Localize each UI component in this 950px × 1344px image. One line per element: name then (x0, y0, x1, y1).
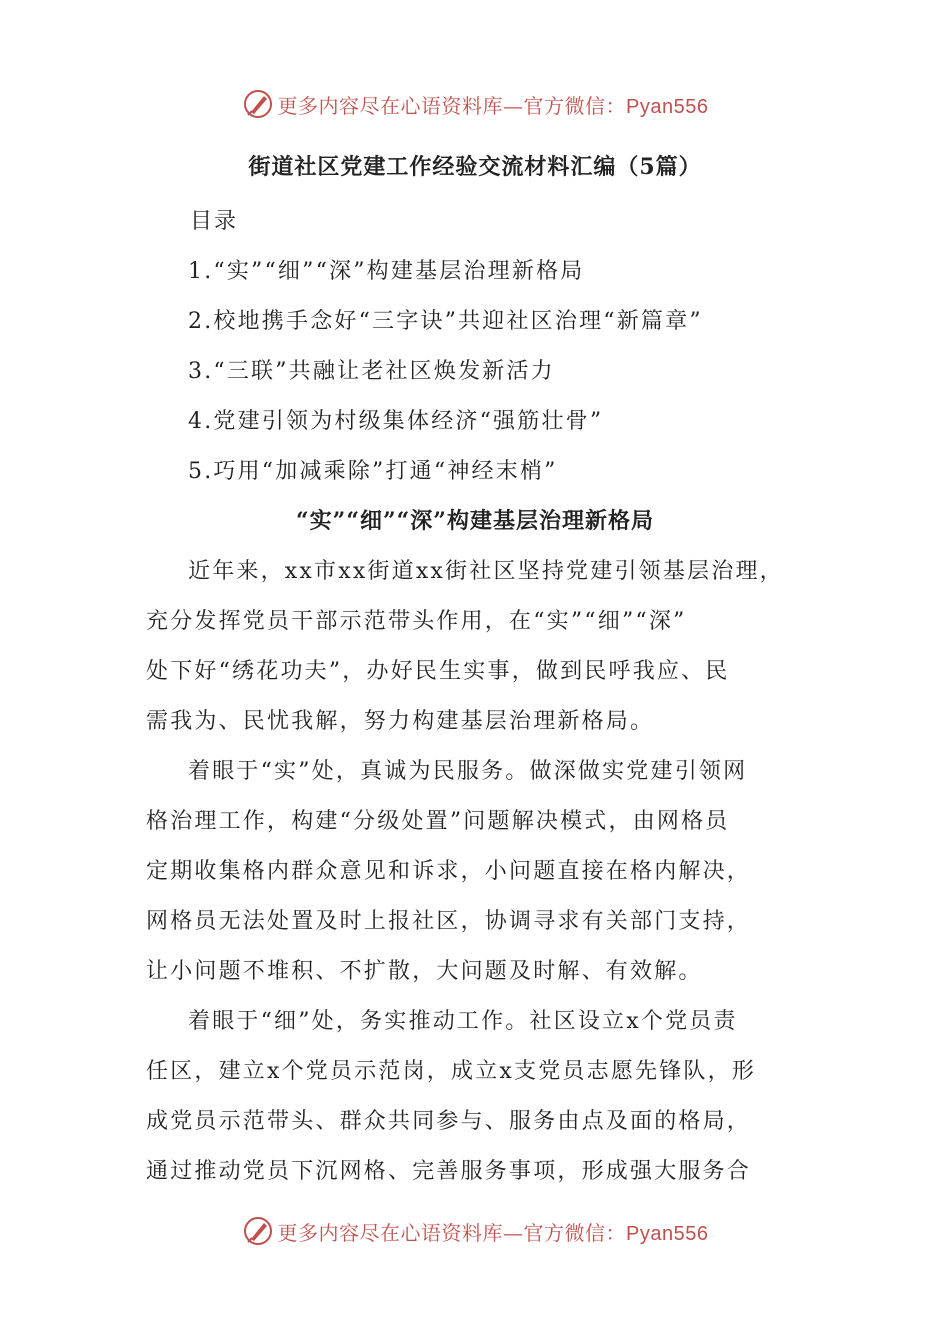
paragraph-line: 任区，建立x个党员示范岗，成立x支党员志愿先锋队，形 (146, 1059, 757, 1084)
quill-pen-icon (242, 88, 274, 120)
paragraph-line: 通过推动党员下沉网格、完善服务事项，形成强大服务合 (146, 1159, 752, 1184)
paragraph-line: 定期收集格内群众意见和诉求，小问题直接在格内解决， (146, 859, 752, 884)
paragraph-line: 网格员无法处置及时上报社区，协调寻求有关部门支持， (146, 909, 752, 934)
toc-heading: 目录 (190, 209, 239, 234)
section-title: “实”“细”“深”构建基层治理新格局 (296, 508, 654, 534)
toc-item: 5.巧用“加减乘除”打通“神经末梢” (188, 459, 558, 484)
paragraph-line: 着眼于“实”处，真诚为民服务。做深做实党建引领网 (188, 759, 748, 784)
paragraph-line: 格治理工作，构建“分级处置”问题解决模式，由网格员 (146, 809, 730, 834)
toc-item: 3.“三联”共融让老社区焕发新活力 (188, 359, 555, 384)
document-title: 街道社区党建工作经验交流材料汇编（5篇） (248, 154, 702, 180)
paragraph-line: 近年来，xx市xx街道xx街社区坚持党建引领基层治理， (188, 559, 784, 584)
paragraph-line: 成党员示范带头、群众共同参与、服务由点及面的格局， (146, 1109, 752, 1134)
paragraph-line: 充分发挥党员干部示范带头作用，在“实”“细”“深” (146, 609, 687, 634)
toc-item: 4.党建引领为村级集体经济“强筋壮骨” (188, 409, 604, 434)
paragraph-line: 处下好“绣花功夫”，办好民生实事，做到民呼我应、民 (146, 659, 730, 684)
quill-pen-icon (242, 1215, 274, 1247)
toc-item: 1.“实”“细”“深”构建基层治理新格局 (188, 259, 585, 284)
watermark-text: 更多内容尽在心语资料库—官方微信：Pyan556 (277, 1220, 709, 1245)
footer-watermark (0, 1211, 950, 1251)
header-watermark (0, 84, 950, 124)
paragraph-line: 着眼于“细”处，务实推动工作。社区设立x个党员责 (188, 1009, 738, 1034)
paragraph-line: 需我为、民忧我解，努力构建基层治理新格局。 (146, 709, 655, 734)
toc-item: 2.校地携手念好“三字诀”共迎社区治理“新篇章” (188, 309, 703, 334)
paragraph-line: 让小问题不堆积、不扩散，大问题及时解、有效解。 (146, 959, 703, 984)
watermark-text: 更多内容尽在心语资料库—官方微信：Pyan556 (277, 93, 709, 118)
